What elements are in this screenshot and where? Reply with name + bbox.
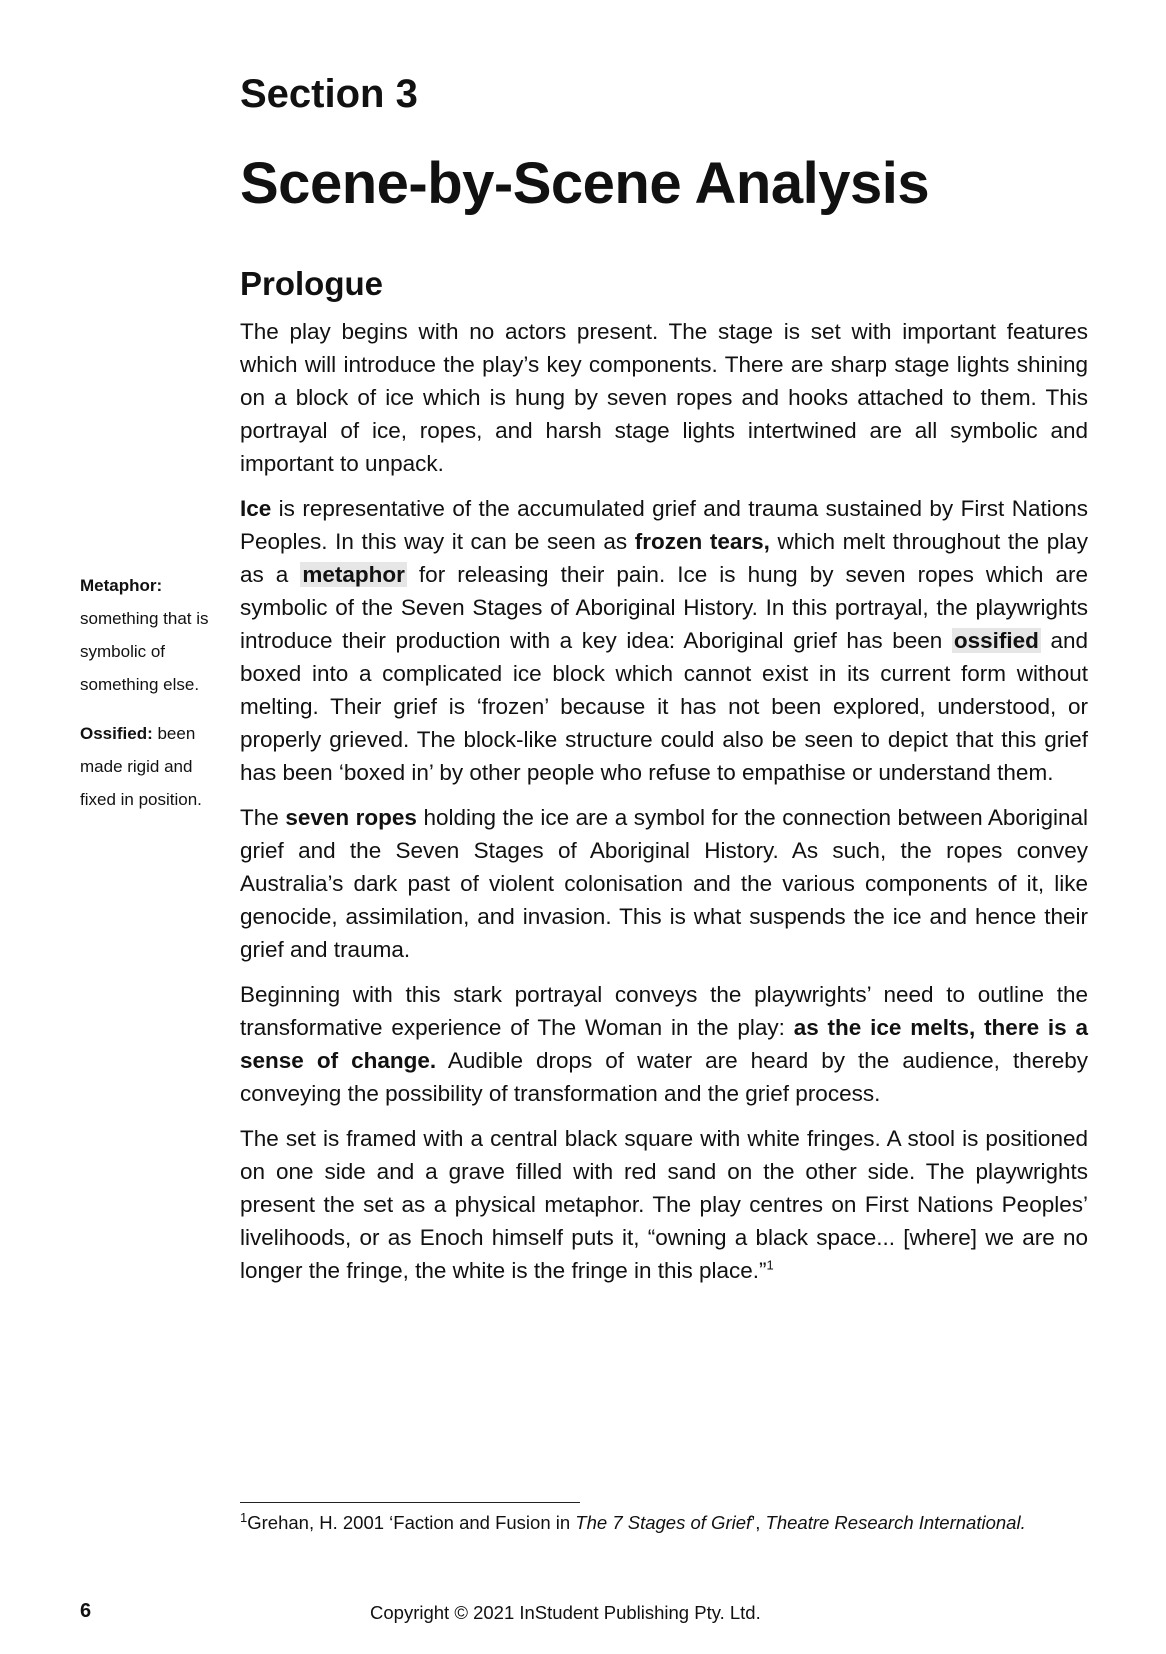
footnote-text: ’, <box>751 1512 766 1533</box>
paragraph-text: The <box>240 805 286 830</box>
paragraph-2 <box>240 492 1088 789</box>
glossary-term: Ossified: <box>80 724 153 743</box>
footnote-italic-title: The 7 Stages of Grief <box>575 1512 752 1533</box>
paragraph-text: is representative of the accumulated grief and trauma sustained by First Nations Peoples. In this way it can be seen as <box>240 496 1088 554</box>
paragraph-text: Audible drops of water are heard by the audience, thereby conveying the possibility of transformation and the grief process. <box>240 1048 1088 1106</box>
paragraph-text: Beginning with this stark portrayal conveys the playwrights’ need to outline the transformative experience of The Woman in the play: <box>240 982 1088 1040</box>
body-text <box>240 315 1088 1299</box>
paragraph-text: and boxed into a complicated ice block which cannot exist in its current form without melting. Their grief is ‘frozen’ because it has not been explored, understood, or properly grieved. The block-like structure could also be seen to depict that this grief has been ‘boxed in’ by other people who refuse to empathise or understand them. <box>240 628 1088 785</box>
subheading-prologue: Prologue <box>240 265 384 302</box>
footnote-marker: 1 <box>240 1509 248 1525</box>
footnote <box>240 1510 1088 1536</box>
glossary-sidebar <box>80 569 230 832</box>
footnote-reference[interactable]: 1 <box>766 1257 774 1273</box>
glossary-definition: something that is symbolic of something else. <box>80 609 209 694</box>
paragraph-5 <box>240 1122 1088 1287</box>
paragraph-text: for releasing their pain. Ice is hung by seven ropes which are symbolic of the Seven Stages of Aboriginal History. In this portrayal, the playwrights introduce their production with a key idea: Aboriginal grief has been <box>240 562 1088 653</box>
paragraph-text: The set is framed with a central black square with white fringes. A stool is positioned on one side and a grave filled with red sand on the other side. The playwrights present the set as a physical metaphor. The play centres on First Nations Peoples’ livelihoods, or as Enoch himself puts it, “owning a black space... [where] we are no longer the fringe, the white is the fringe in this place.” <box>240 1126 1088 1283</box>
paragraph-1: The play begins with no actors present. The stage is set with important features which will introduce the play’s key components. There are sharp stage lights shining on a block of ice which is hung by seven ropes and hooks attached to them. This portrayal of ice, ropes, and harsh stage lights intertwined are all symbolic and important to unpack. <box>240 319 1088 476</box>
page-title: Scene-by-Scene Analysis <box>240 151 930 216</box>
bold-phrase-ice-melts: as the ice melts, there is a sense of change. <box>240 1015 1088 1073</box>
bold-term-ice: Ice <box>240 496 272 521</box>
page-number: 6 <box>80 1600 92 1622</box>
section-label: Section 3 <box>240 72 418 116</box>
glossary-term: Metaphor: <box>80 576 163 595</box>
paragraph-text: which melt throughout the play as a <box>240 529 1088 587</box>
footnote-text: Grehan, H. 2001 ‘Faction and Fusion in <box>247 1512 576 1533</box>
footnote-divider <box>240 1502 580 1503</box>
bold-term-frozen-tears: frozen tears, <box>634 529 770 554</box>
glossary-definition: been made rigid and fixed in position. <box>80 724 202 809</box>
copyright-notice: Copyright © 2021 InStudent Publishing Pty. Ltd. <box>370 1602 761 1623</box>
highlighted-term-metaphor: metaphor <box>302 562 405 587</box>
glossary-entry-metaphor <box>80 569 230 701</box>
paragraph-4 <box>240 978 1088 1110</box>
footnote-italic-journal: Theatre Research International. <box>765 1512 1026 1533</box>
glossary-entry-ossified <box>80 717 230 816</box>
paragraph-text: holding the ice are a symbol for the connection between Aboriginal grief and the Seven Stages of Aboriginal History. As such, the ropes convey Australia’s dark past of violent colonisation and the various components of it, like genocide, assimilation, and invasion. This is what suspends the ice and hence their grief and trauma. <box>240 805 1088 962</box>
highlighted-term-ossified: ossified <box>953 628 1039 653</box>
bold-term-seven-ropes: seven ropes <box>285 805 417 830</box>
paragraph-3 <box>240 801 1088 966</box>
